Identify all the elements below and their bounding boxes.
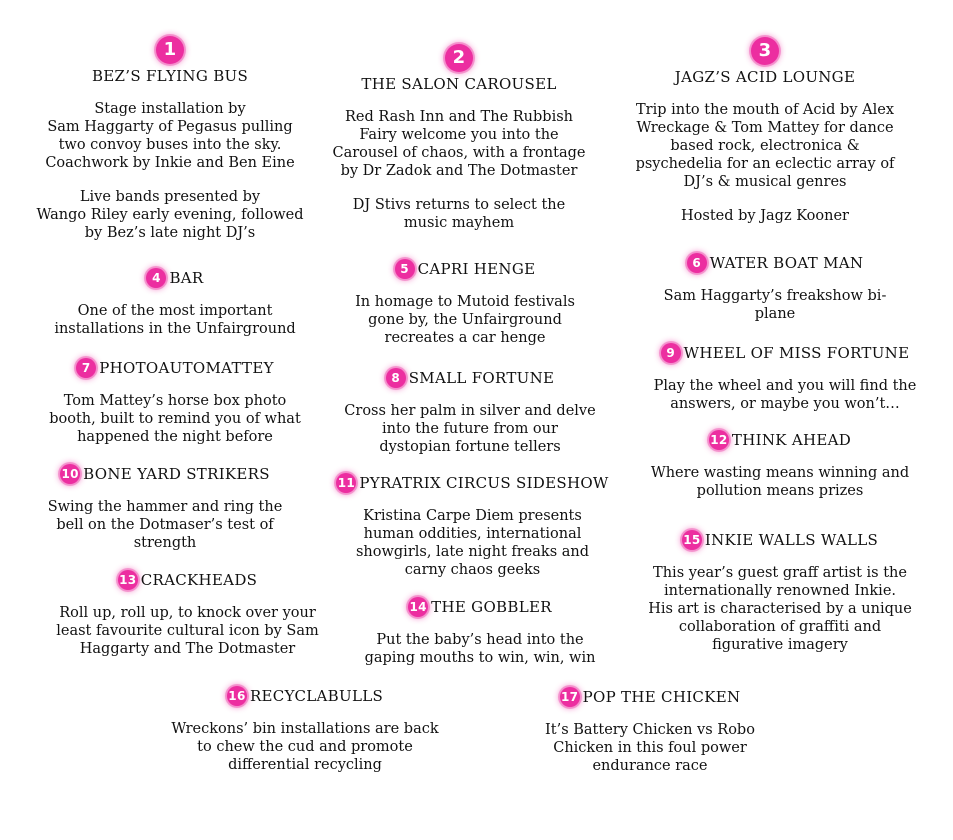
attraction-header [340, 597, 620, 617]
attraction-header [5, 36, 335, 86]
attraction-description: Put the baby’s head into the gaping mouths to win, win, win [364, 632, 596, 666]
attraction-description: This year’s guest graff artist is the internationally renowned Inkie. His art is characterised by a unique collaboration of graffiti and figurative imagery [648, 565, 912, 653]
attraction-title: CAPRI HENGE [417, 260, 536, 278]
number-splat-icon: 16 [227, 686, 247, 706]
attraction-title: JAGZ’S ACID LOUNGE [674, 68, 856, 86]
attraction-title: SMALL FORTUNE [408, 369, 555, 387]
number-splat-icon: 9 [661, 343, 681, 363]
attraction-description: Tom Mattey’s horse box photo booth, built to remind you of what happened the night before [49, 393, 301, 445]
attraction-header [20, 358, 330, 378]
attraction-description: Play the wheel and you will find the answers, or maybe you won’t… [653, 378, 917, 412]
attraction-11 [320, 473, 625, 579]
attraction-description-extra: Hosted by Jagz Kooner [681, 208, 849, 224]
attraction-description: Wreckons’ bin installations are back to chew the cud and promote differential recycling [171, 721, 439, 773]
attraction-title: WATER BOAT MAN [709, 254, 864, 272]
attraction-1 [5, 36, 335, 242]
attraction-header [320, 473, 625, 493]
attraction-title: PHOTOAUTOMATTEY [99, 359, 274, 377]
attraction-description: One of the most important installations in the Unfairground [54, 303, 296, 337]
attraction-header [615, 253, 935, 273]
attraction-14 [340, 597, 620, 667]
attraction-description: Where wasting means winning and pollution means prizes [650, 465, 910, 499]
attraction-header [25, 268, 325, 288]
attraction-title: THE SALON CAROUSEL [361, 75, 557, 93]
number-splat-icon: 17 [560, 687, 580, 707]
attraction-12 [625, 430, 935, 500]
attraction-13 [20, 570, 355, 658]
attraction-2 [300, 44, 618, 232]
number-splat-icon: 6 [687, 253, 707, 273]
attraction-description: Swing the hammer and ring the bell on the Dotmaser’s test of strength [47, 499, 283, 551]
attraction-title: BEZ’S FLYING BUS [91, 67, 249, 85]
attraction-header [625, 430, 935, 450]
number-splat-icon: 11 [336, 473, 356, 493]
attraction-header [20, 464, 310, 484]
attraction-header [500, 687, 800, 707]
number-splat-icon: 1 [156, 36, 184, 64]
number-splat-icon: 13 [118, 570, 138, 590]
number-splat-icon: 2 [445, 44, 473, 72]
attraction-15 [620, 530, 940, 654]
attraction-16 [140, 686, 470, 774]
attraction-title: THINK AHEAD [731, 431, 852, 449]
attraction-header [300, 44, 618, 94]
attraction-10 [20, 464, 310, 552]
number-splat-icon: 4 [146, 268, 166, 288]
attraction-header [605, 37, 925, 87]
attraction-5 [315, 259, 615, 347]
attraction-title: BAR [169, 269, 204, 287]
attraction-description: Red Rash Inn and The Rubbish Fairy welcome you into the Carousel of chaos, with a frontage by Dr Zadok and The Dotmaster [332, 109, 586, 179]
attraction-title: PYRATRIX CIRCUS SIDESHOW [359, 474, 609, 492]
attraction-header [20, 570, 355, 590]
attraction-description: Stage installation by Sam Haggarty of Pegasus pulling two convoy buses into the sky. Coachwork by Inkie and Ben Eine [45, 101, 295, 171]
attraction-description: Roll up, roll up, to knock over your least favourite cultural icon by Sam Haggarty and The Dotmaster [56, 605, 319, 657]
attraction-description: Trip into the mouth of Acid by Alex Wreckage & Tom Mattey for dance based rock, electronica & psychedelia for an eclectic array of DJ’s & musical genres [635, 102, 895, 190]
attraction-title: INKIE WALLS WALLS [704, 531, 879, 549]
attraction-4 [25, 268, 325, 338]
attraction-description: Sam Haggarty’s freakshow bi- plane [663, 288, 887, 322]
attraction-description-extra: DJ Stivs returns to select the music mayhem [352, 197, 566, 231]
attraction-title: THE GOBBLER [431, 598, 552, 616]
attraction-7 [20, 358, 330, 446]
number-splat-icon: 15 [682, 530, 702, 550]
attraction-header [620, 343, 950, 363]
attraction-description: It’s Battery Chicken vs Robo Chicken in this foul power endurance race [545, 722, 755, 774]
number-splat-icon: 3 [751, 37, 779, 65]
attraction-title: CRACKHEADS [140, 571, 258, 589]
attraction-8 [325, 368, 615, 456]
attraction-header [620, 530, 940, 550]
number-splat-icon: 5 [395, 259, 415, 279]
number-splat-icon: 10 [60, 464, 80, 484]
attraction-description: Kristina Carpe Diem presents human oddities, international showgirls, late night freaks and carny chaos geeks [355, 508, 590, 578]
attraction-17 [500, 687, 800, 775]
attraction-description: In homage to Mutoid festivals gone by, the Unfairground recreates a car henge [355, 294, 575, 346]
attraction-9 [620, 343, 950, 413]
attraction-description: Cross her palm in silver and delve into the future from our dystopian fortune tellers [344, 403, 596, 455]
attraction-6 [615, 253, 935, 323]
attraction-3 [605, 37, 925, 225]
attraction-header [315, 259, 615, 279]
number-splat-icon: 8 [386, 368, 406, 388]
attraction-header [325, 368, 615, 388]
attraction-title: POP THE CHICKEN [582, 688, 741, 706]
number-splat-icon: 12 [709, 430, 729, 450]
attraction-title: RECYCLABULLS [249, 687, 384, 705]
attraction-description-extra: Live bands presented by Wango Riley early evening, followed by Bez’s late night DJ’s [36, 189, 304, 241]
number-splat-icon: 14 [408, 597, 428, 617]
number-splat-icon: 7 [76, 358, 96, 378]
attraction-title: WHEEL OF MISS FORTUNE [683, 344, 910, 362]
attraction-header [140, 686, 470, 706]
attraction-title: BONE YARD STRIKERS [83, 465, 270, 483]
